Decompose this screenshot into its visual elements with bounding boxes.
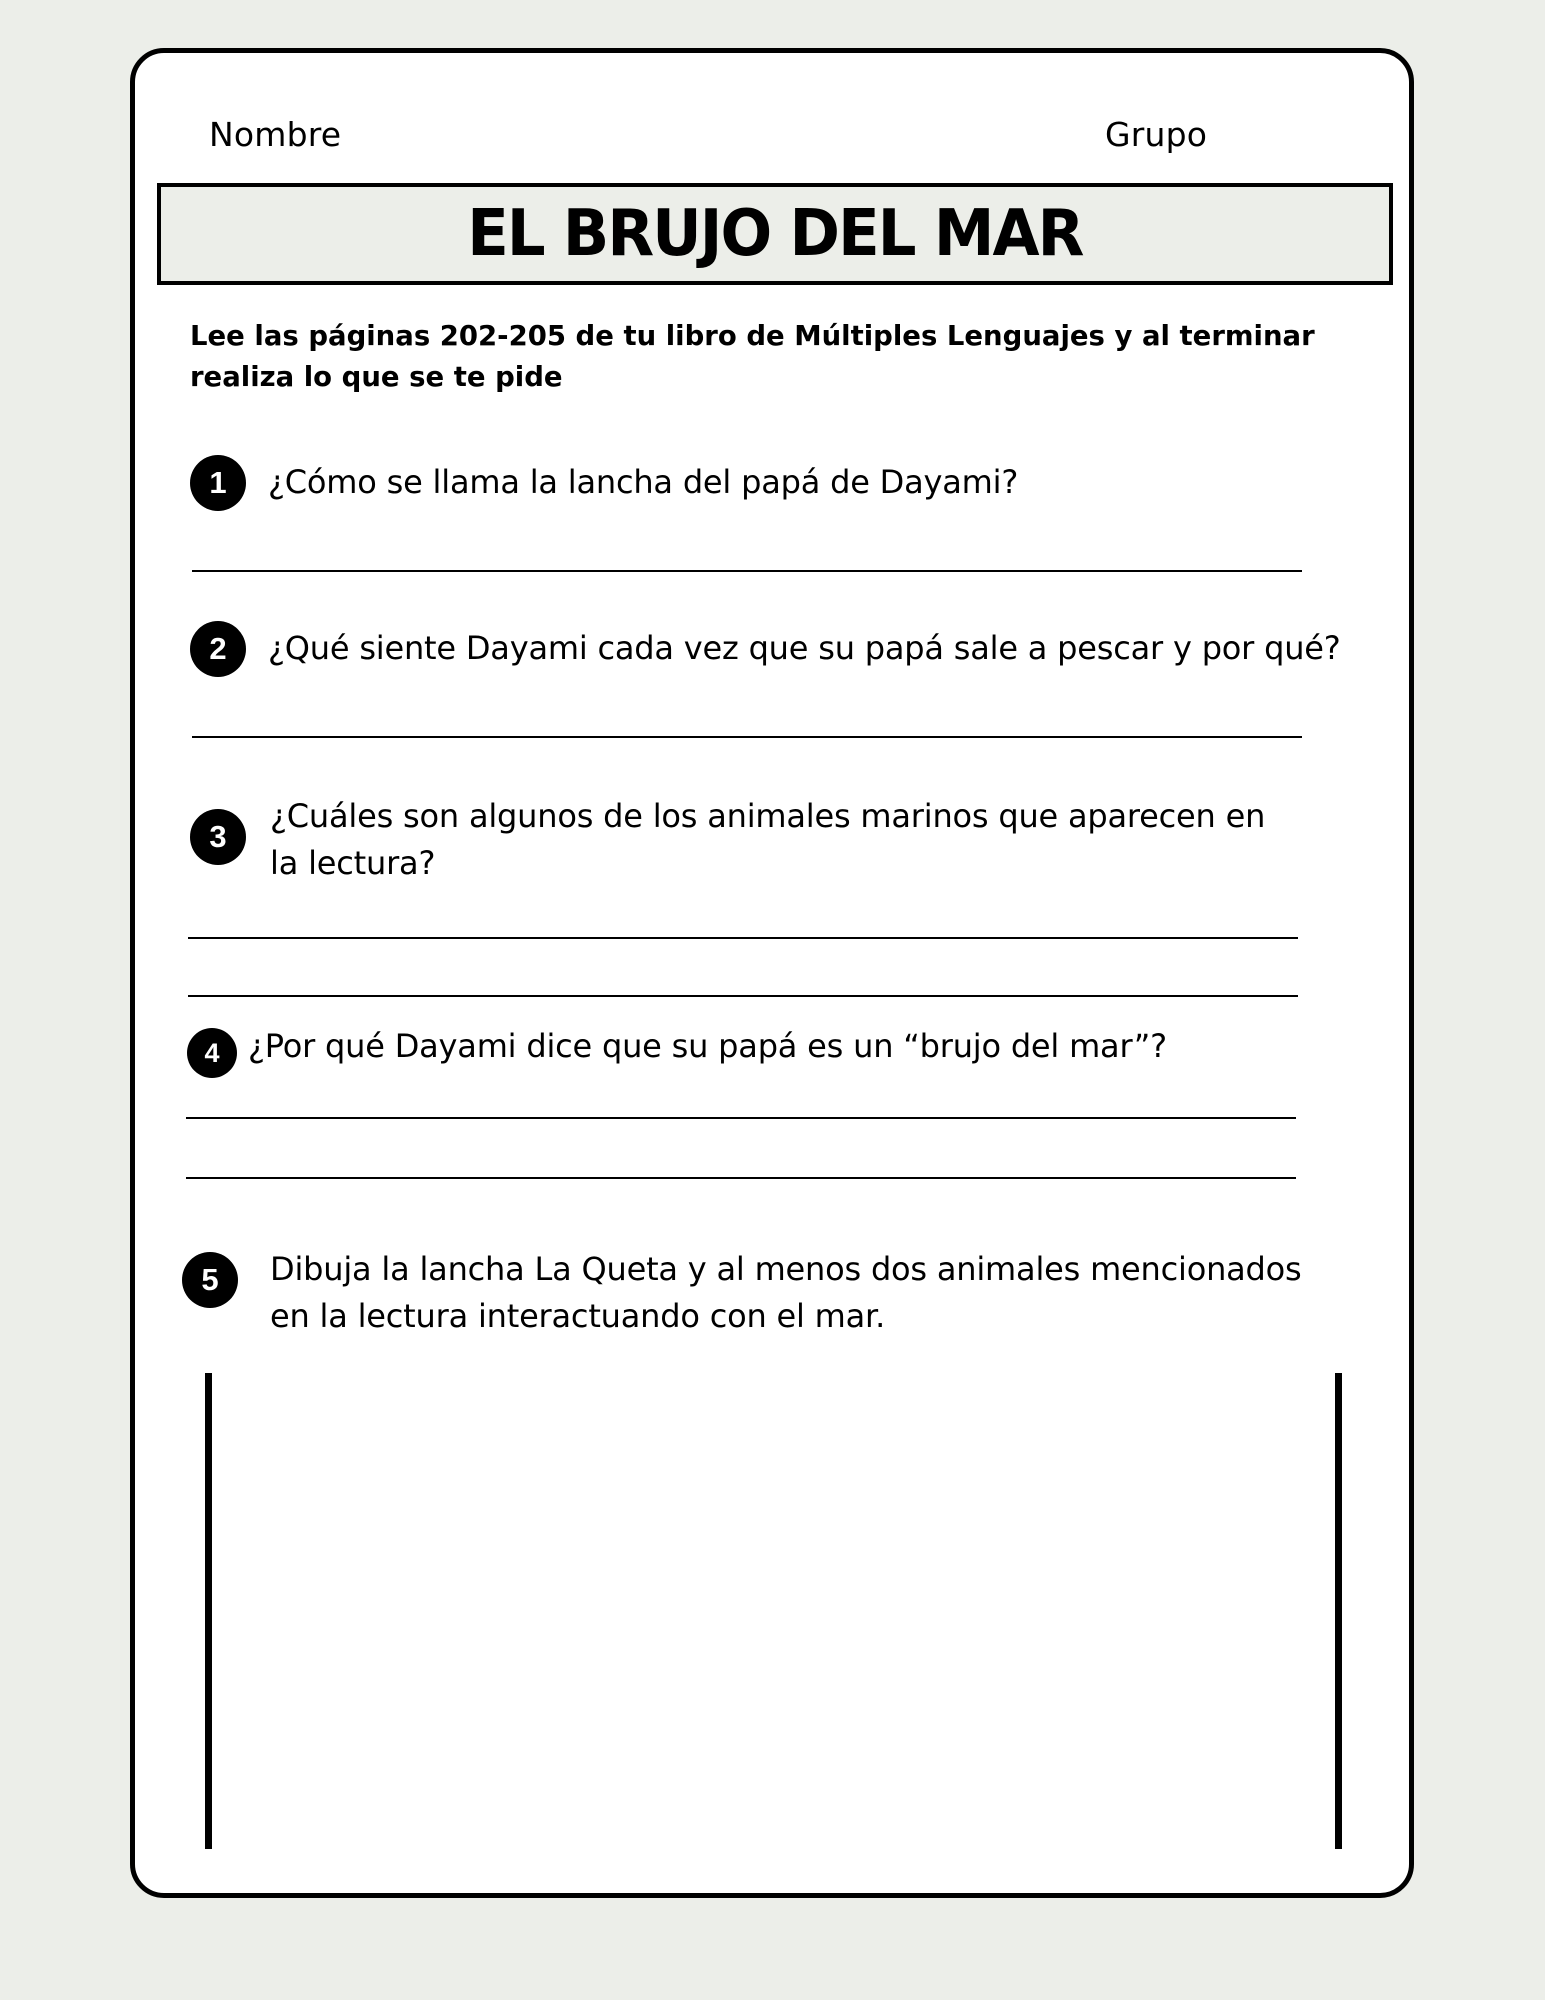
page-title: EL BRUJO DEL MAR <box>467 197 1083 271</box>
worksheet <box>130 48 1414 1898</box>
title-box <box>157 183 1393 285</box>
question-text-1: ¿Cómo se llama la lancha del papá de Dayami? <box>268 463 1019 501</box>
question-text-3: ¿Cuáles son algunos de los animales marinos que aparecen en la lectura? <box>270 797 1266 882</box>
question-number-2: 2 <box>190 621 246 677</box>
instructions: Lee las páginas 202-205 de tu libro de Múltiples Lenguajes y al terminar realiza lo que se te pide <box>190 320 1315 393</box>
answer-line-4a[interactable] <box>186 1117 1296 1119</box>
answer-line-3b[interactable] <box>188 995 1298 997</box>
question-text-2: ¿Qué siente Dayami cada vez que su papá sale a pescar y por qué? <box>268 629 1341 667</box>
answer-line-2[interactable] <box>192 736 1302 738</box>
question-number-4: 4 <box>187 1028 237 1078</box>
question-text-5: Dibuja la lancha La Queta y al menos dos animales mencionados en la lectura interactuando con el mar. <box>270 1250 1302 1335</box>
name-label: Nombre <box>209 115 342 154</box>
answer-line-3a[interactable] <box>188 937 1298 939</box>
question-number-1: 1 <box>190 455 246 511</box>
question-text-4: ¿Por qué Dayami dice que su papá es un “brujo del mar”? <box>248 1027 1167 1065</box>
drawing-area-right-border <box>1335 1373 1342 1849</box>
drawing-area-left-border <box>205 1373 212 1849</box>
answer-line-1[interactable] <box>192 570 1302 572</box>
drawing-area[interactable] <box>212 1373 1335 1849</box>
group-label: Grupo <box>1105 115 1208 154</box>
answer-line-4b[interactable] <box>186 1177 1296 1179</box>
question-number-5: 5 <box>182 1252 238 1308</box>
question-number-3: 3 <box>190 809 246 865</box>
